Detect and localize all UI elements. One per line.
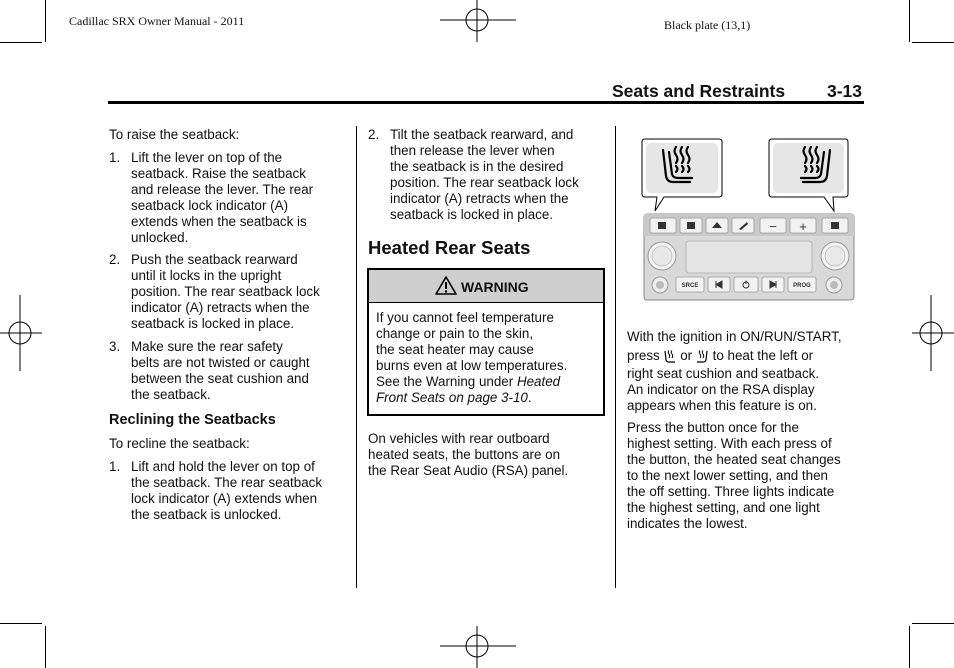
list-text	[131, 150, 313, 246]
section-title: Seats and Restraints	[612, 81, 786, 101]
crop-mark	[0, 623, 42, 624]
line: until it locks in the upright	[131, 268, 282, 283]
registration-mark-right	[912, 295, 954, 371]
registration-mark-left	[0, 295, 42, 371]
subheading-reclining: Reclining the Seatbacks	[109, 412, 276, 428]
line	[376, 374, 602, 390]
line: seatback. Raise the seatback	[131, 166, 306, 181]
line: indicator (A) retracts when the	[390, 191, 569, 206]
line: extends when the seatback is	[131, 214, 307, 229]
line: the off setting. Three lights indicate	[627, 484, 835, 499]
ignition-paragraph-rest	[627, 366, 819, 414]
line-part: See the Warning under	[376, 374, 517, 389]
line: the seat heater may cause	[376, 342, 534, 357]
registration-mark-top	[440, 0, 516, 42]
heat-text: to heat the left or	[712, 348, 814, 363]
line	[376, 390, 602, 406]
line: the seatback is unlocked.	[131, 507, 282, 522]
line: An indicator on the RSA display	[627, 382, 815, 397]
cross-ref: Front Seats on page 3-10	[376, 390, 528, 405]
line: change or pain to the skin,	[376, 326, 534, 341]
registration-mark-bottom	[440, 626, 516, 668]
list-number: 2.	[368, 127, 380, 142]
crop-mark	[909, 626, 910, 668]
page-number: 3-13	[827, 81, 863, 101]
line: between the seat cushion and	[131, 371, 309, 386]
svg-text:+: +	[799, 219, 807, 234]
line: unlocked.	[131, 230, 189, 245]
rsa-paragraph	[368, 431, 608, 479]
cross-ref: Heated	[516, 374, 561, 389]
line: On vehicles with rear outboard	[368, 431, 550, 446]
list-text	[390, 127, 579, 223]
line: right seat cushion and seatback.	[627, 366, 820, 381]
line: then release the lever when	[390, 143, 555, 158]
line: the highest setting, and one light	[627, 500, 820, 515]
heading-heated-rear-seats: Heated Rear Seats	[368, 237, 531, 258]
crop-mark	[0, 42, 42, 43]
line: belts are not twisted or caught	[131, 355, 310, 370]
warning-header	[369, 270, 603, 303]
line: If you cannot feel temperature	[376, 310, 554, 325]
line: the seatback. The rear seatback	[131, 475, 323, 490]
line: seatback lock indicator (A)	[131, 198, 289, 213]
line: heated seats, the buttons are on	[368, 447, 561, 462]
column-rule-2	[615, 126, 616, 588]
srce-label: SRCE	[681, 283, 699, 289]
line: lock indicator (A) extends when	[131, 491, 318, 506]
prog-label: PROG	[793, 283, 811, 289]
column-rule-1	[356, 126, 357, 588]
line: position. The rear seatback lock	[131, 284, 320, 299]
line: the seatback is in the desired	[390, 159, 564, 174]
line: appears when this feature is on.	[627, 398, 817, 413]
list-text	[131, 339, 310, 403]
list-number: 1.	[109, 459, 121, 474]
line: Tilt the seatback rearward, and	[390, 127, 574, 142]
list-number: 3.	[109, 339, 121, 354]
settings-paragraph	[627, 420, 841, 532]
warning-triangle-icon	[435, 276, 457, 295]
seat-heat-left-icon	[663, 350, 676, 363]
seat-heat-right-icon	[696, 350, 709, 363]
line: indicator (A) retracts when the	[131, 300, 310, 315]
crop-mark	[45, 626, 46, 668]
list-number: 1.	[109, 150, 121, 165]
ignition-line: With the ignition in ON/RUN/START,	[627, 329, 842, 344]
crop-mark	[912, 42, 954, 43]
list-text	[131, 252, 320, 332]
line: position. The rear seatback lock	[390, 175, 579, 190]
rsa-panel-illustration	[636, 136, 862, 304]
line: the Rear Seat Audio (RSA) panel.	[368, 463, 569, 478]
line-part: .	[527, 390, 532, 405]
line: indicates the lowest.	[627, 516, 748, 531]
svg-text:−: −	[769, 219, 777, 234]
crop-mark	[909, 0, 910, 42]
line: Press the button once for the	[627, 420, 799, 435]
press-line	[627, 348, 813, 364]
crop-mark	[912, 623, 954, 624]
or-text: or	[680, 348, 693, 363]
line: Lift the lever on top of the	[131, 150, 283, 165]
line: seatback is locked in place.	[390, 207, 554, 222]
line: Lift and hold the lever on top of	[131, 459, 315, 474]
line: Make sure the rear safety	[131, 339, 283, 354]
line: the seatback.	[131, 387, 211, 402]
line: Push the seatback rearward	[131, 252, 298, 267]
line: to the next lower setting, and then	[627, 468, 828, 483]
intro-raise: To raise the seatback:	[109, 127, 240, 142]
warning-text	[376, 310, 602, 406]
line: and release the lever. The rear	[131, 182, 314, 197]
press-text: press	[627, 348, 660, 363]
warning-box	[367, 268, 605, 416]
line: the button, the heated seat changes	[627, 452, 841, 467]
slug-right: Black plate (13,1)	[664, 18, 751, 32]
crop-mark	[45, 0, 46, 42]
line: highest setting. With each press of	[627, 436, 832, 451]
intro-recline: To recline the seatback:	[109, 436, 250, 451]
line: burns even at low temperatures.	[376, 358, 568, 373]
list-number: 2.	[109, 252, 121, 267]
line: seatback is locked in place.	[131, 316, 295, 331]
list-text	[131, 459, 322, 523]
header-rule	[108, 101, 864, 104]
slug-left: Cadillac SRX Owner Manual - 2011	[69, 14, 245, 28]
warning-title: WARNING	[461, 279, 529, 295]
